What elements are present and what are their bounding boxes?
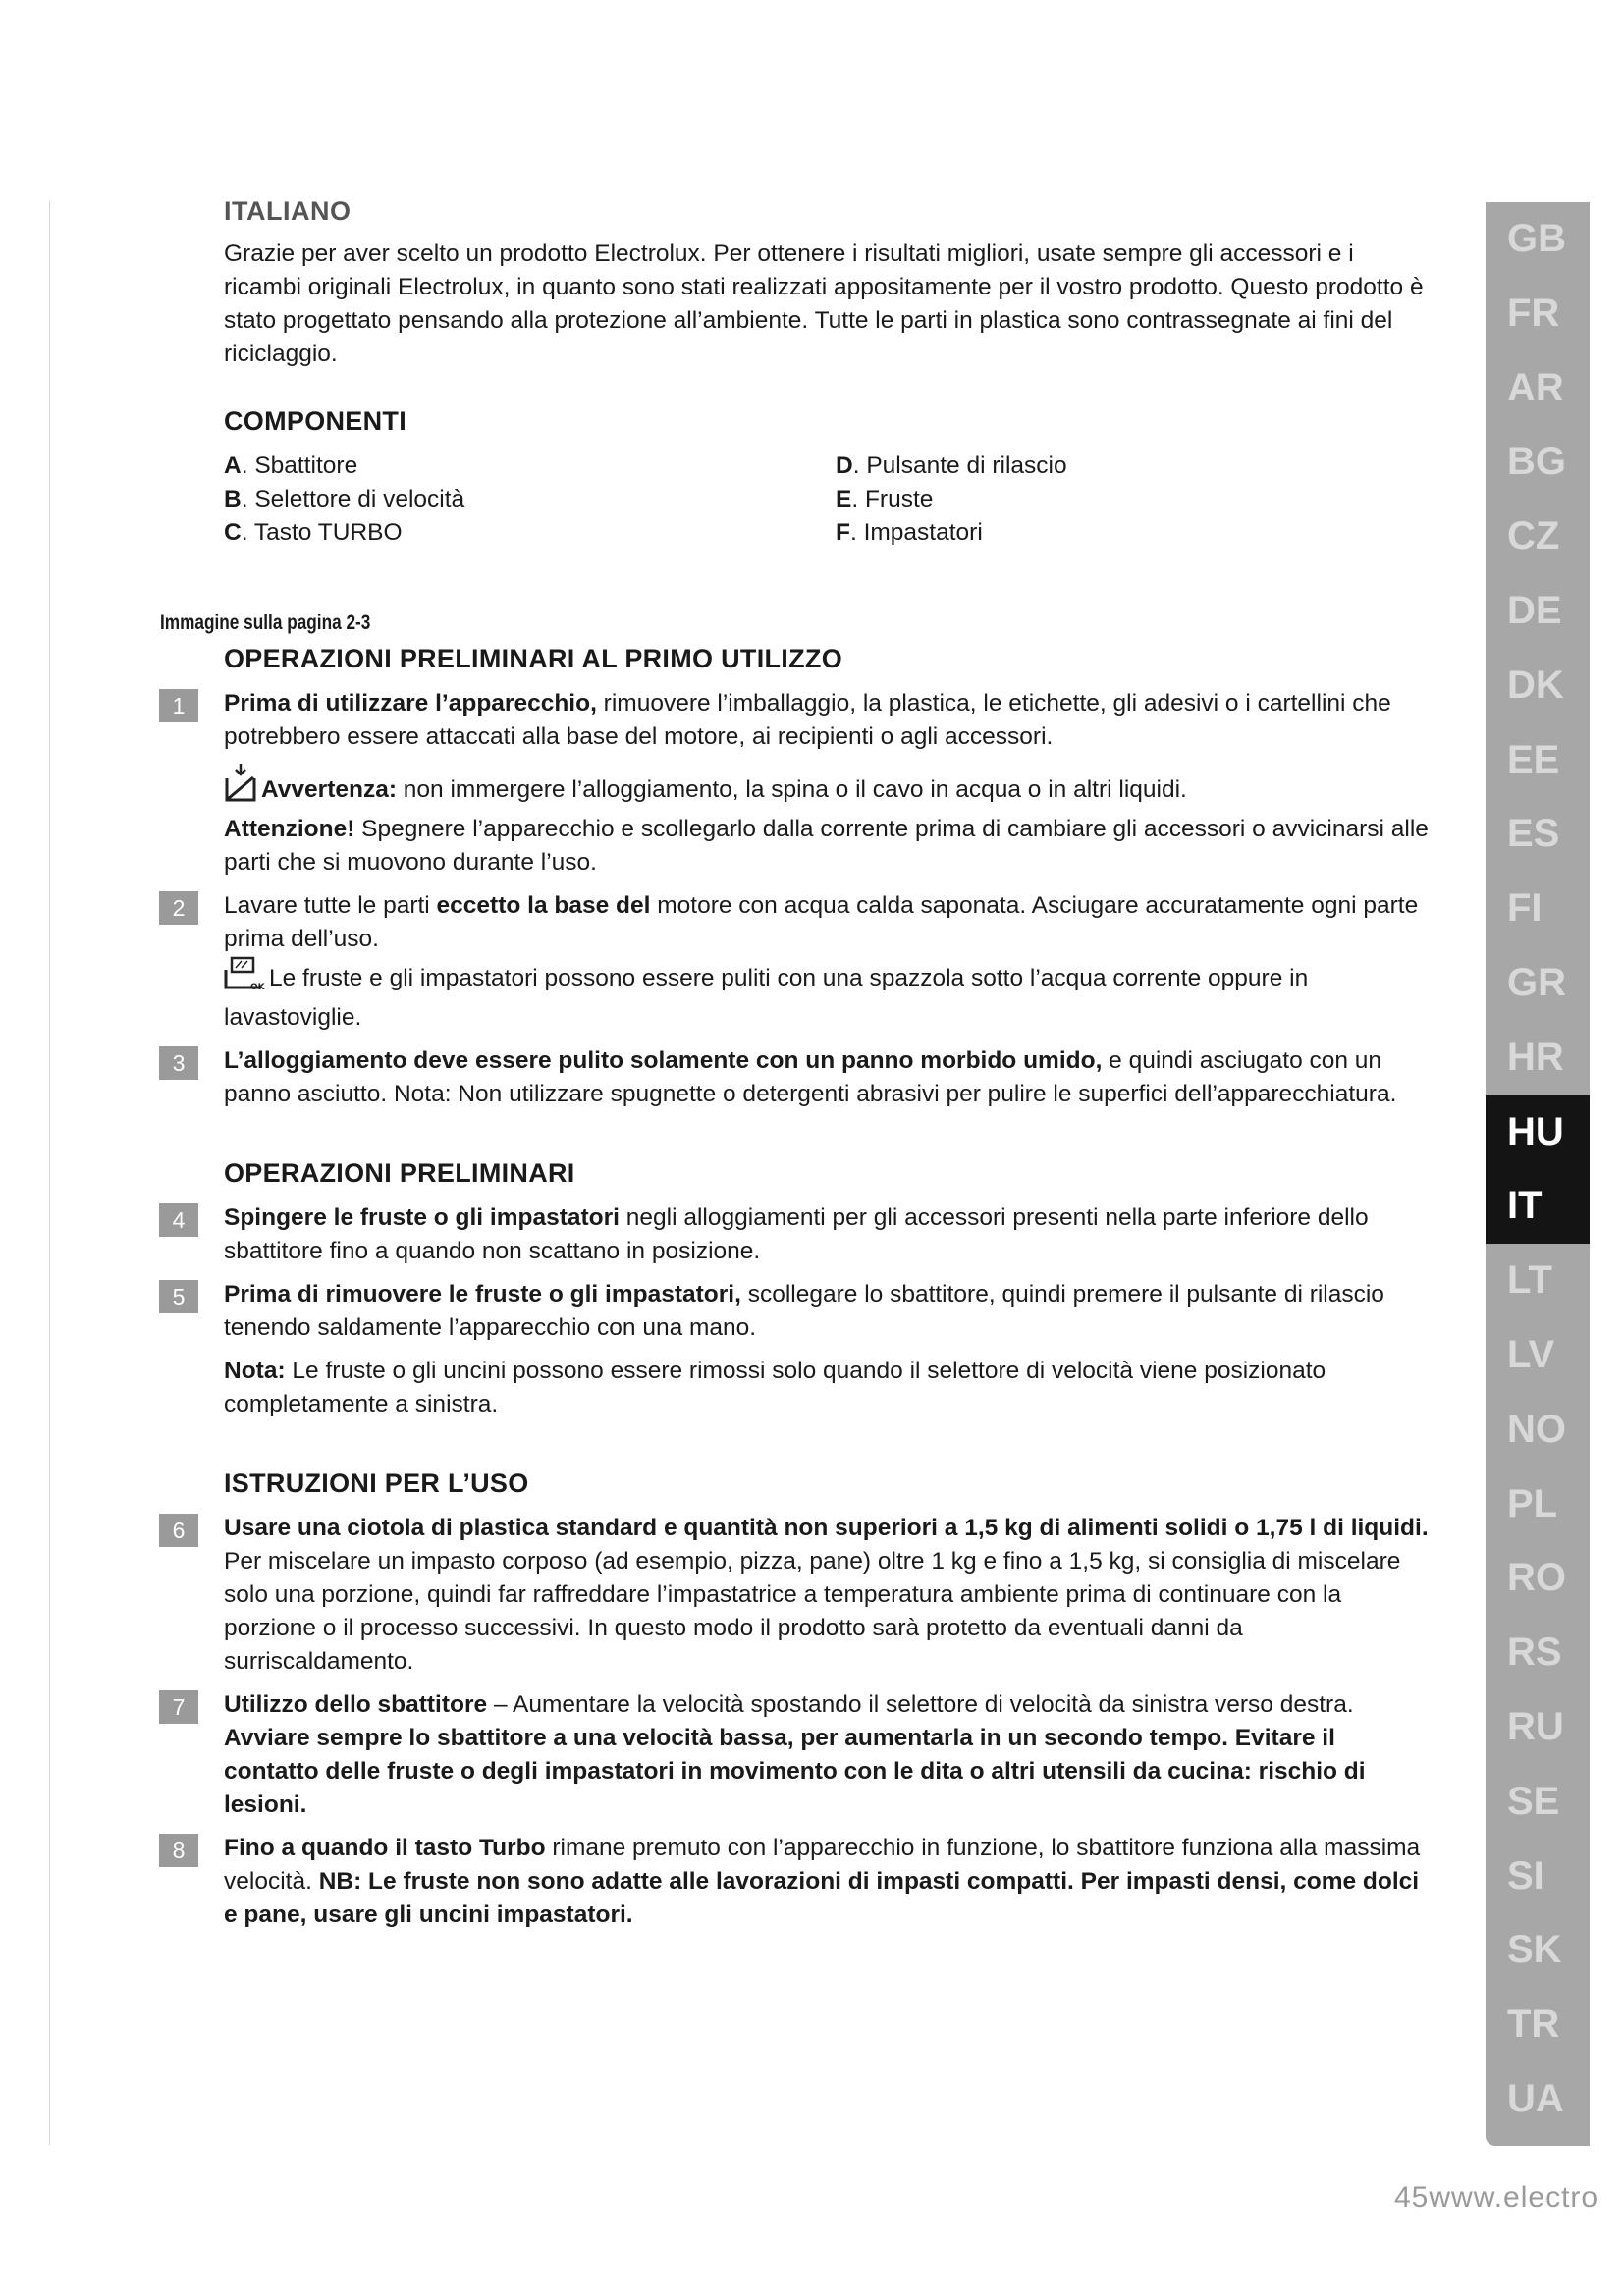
component-item: C. Tasto TURBO	[224, 519, 403, 546]
step-7: 7 Utilizzo dello sbattitore – Aumentare la velocità spostando il selettore di velocità da sinistra verso destra. Avviare sempre lo sbattitore a una velocità bassa, per aumentarla in un secondo tempo. Evitare il contatto delle fruste o degli impastatori in movimento con le dita o altri utensili da cucina: rischio di lesioni.	[224, 1688, 1432, 1822]
image-reference-note: Immagine sulla pagina 2-3	[160, 612, 371, 634]
step-number: 6	[159, 1514, 198, 1547]
section-heading-preliminary: OPERAZIONI PRELIMINARI	[224, 1158, 575, 1188]
dishwasher-icon	[224, 956, 265, 1001]
language-tab-tr[interactable]: TR	[1507, 2002, 1560, 2047]
step-8: 8 Fino a quando il tasto Turbo rimane premuto con l’apparecchio in funzione, lo sbattitore funziona alla massima velocità. NB: Le fruste non sono adatte alle lavorazioni di impasti compatti. Per impasti densi, come dolci e pane, usare gli uncini impastatori.	[224, 1832, 1432, 1932]
step-number: 1	[159, 689, 198, 722]
language-tab-es[interactable]: ES	[1507, 812, 1560, 856]
caution-note: Attenzione! Spegnere l’apparecchio e scollegarlo dalla corrente prima di cambiare gli accessori o avvicinarsi alle parti che si muovono durante l’uso.	[224, 816, 1429, 876]
language-tab-ar[interactable]: AR	[1507, 365, 1564, 409]
components-heading: COMPONENTI	[224, 406, 407, 436]
components-list	[224, 450, 1432, 550]
language-tab-lv[interactable]: LV	[1507, 1332, 1555, 1376]
language-tab-ua[interactable]: UA	[1507, 2076, 1564, 2120]
language-tab-lt[interactable]: LT	[1507, 1258, 1552, 1303]
step-number: 2	[159, 891, 198, 925]
language-tab-gr[interactable]: GR	[1507, 960, 1566, 1004]
language-tab-de[interactable]: DE	[1507, 588, 1562, 632]
language-tab-ro[interactable]: RO	[1507, 1556, 1566, 1600]
component-item: A. Sbattitore	[224, 453, 358, 479]
intro-paragraph: Grazie per aver scelto un prodotto Electrolux. Per ottenere i risultati migliori, usate sempre gli accessori e i ricambi originali Electrolux, in quanto sono stati realizzati appositamente per il vostro prodotto. Questo prodotto è stato progettato pensando alla protezione all’ambiente. Tutte le parti in plastica sono contrassegnate ai fini del riciclaggio.	[224, 240, 1424, 367]
language-tab-si[interactable]: SI	[1507, 1853, 1544, 1897]
language-tab-pl[interactable]: PL	[1507, 1481, 1558, 1525]
step-5: 5 Prima di rimuovere le fruste o gli impastatori, scollegare lo sbattitore, quindi premere il pulsante di rilascio tenendo saldamente l’apparecchio con una mano. Nota: Le fruste o gli uncini possono essere rimossi solo quando il selettore di velocità viene posizionato completamente a sinistra.	[224, 1278, 1432, 1421]
language-tab-strip	[1486, 202, 1590, 2146]
language-tab-hu[interactable]: HU	[1486, 1095, 1590, 1170]
step-number: 5	[159, 1280, 198, 1313]
language-tab-sk[interactable]: SK	[1507, 1928, 1562, 1972]
language-tab-cz[interactable]: CZ	[1507, 514, 1560, 559]
step-number: 4	[159, 1203, 198, 1237]
language-tab-no[interactable]: NO	[1507, 1407, 1566, 1451]
section-heading-instructions: ISTRUZIONI PER L’USO	[224, 1468, 529, 1498]
language-tab-gb[interactable]: GB	[1507, 217, 1566, 260]
warning-note: Avvertenza: non immergere l’alloggiamento, la spina o il cavo in acqua o in altri liquidi.	[224, 764, 1432, 813]
main-content	[172, 194, 1432, 1942]
step-6: 6 Usare una ciotola di plastica standard e quantità non superiori a 1,5 kg di alimenti solidi o 1,75 l di liquidi. Per miscelare un impasto corposo (ad esempio, pizza, pane) oltre 1 kg e fino a 1,5 kg, si consiglia di miscelare solo una porzione, quindi far raffreddare l’impastatrice a temperatura ambiente prima di continuare con la porzione o il processo successivi. In questo modo il prodotto sarà protetto da eventuali danni da surriscaldamento.	[224, 1512, 1432, 1679]
svg-text:OK: OK	[250, 983, 265, 991]
language-tab-it[interactable]: IT	[1486, 1169, 1590, 1244]
language-tab-rs[interactable]: RS	[1507, 1630, 1562, 1675]
step-number: 8	[159, 1834, 198, 1867]
language-tab-dk[interactable]: DK	[1507, 663, 1564, 707]
step-1: 1 Prima di utilizzare l’apparecchio, rimuovere l’imballaggio, la plastica, le etichette, gli adesivi o i cartellini che potrebbero essere attaccati alla base del motore, ai recipienti o agli accessori. Avvertenza: non immergere l’alloggiamento, la spina o il cavo in acqua o in altri liquidi. Attenzione! Spegnere l’apparecchio e scollegarlo dalla corrente prima di cambiare gli accessori o avvicinarsi alle parti che si muovono durante l’uso.	[224, 687, 1432, 880]
language-tab-fi[interactable]: FI	[1507, 886, 1543, 931]
page-footer: 45www.electro	[1394, 2181, 1599, 2214]
language-tab-ee[interactable]: EE	[1507, 737, 1560, 781]
language-tab-bg[interactable]: BG	[1507, 440, 1566, 484]
language-tab-se[interactable]: SE	[1507, 1779, 1560, 1823]
component-item: F. Impastatori	[836, 519, 983, 546]
dishwasher-note: OK Le fruste e gli impastatori possono essere puliti con una spazzola sotto l’acqua corrente oppure in lavastoviglie.	[224, 956, 1432, 1035]
language-tab-hr[interactable]: HR	[1507, 1035, 1564, 1079]
language-tab-fr[interactable]: FR	[1507, 291, 1560, 335]
language-heading: ITALIANO	[224, 196, 352, 226]
component-item: D. Pulsante di rilascio	[836, 453, 1067, 479]
section-heading-first-use: OPERAZIONI PRELIMINARI AL PRIMO UTILIZZO	[224, 644, 842, 673]
step-number: 7	[159, 1690, 198, 1724]
component-item: E. Fruste	[836, 486, 934, 512]
no-immerse-icon	[224, 764, 257, 813]
step-2: 2 Lavare tutte le parti eccetto la base del motore con acqua calda saponata. Asciugare accuratamente ogni parte prima dell’uso. OK Le fruste e gli impastatori possono essere puliti con una spazzola sotto l’acqua corrente oppure in lavastoviglie.	[224, 889, 1432, 1035]
language-tab-ru[interactable]: RU	[1507, 1704, 1564, 1748]
step-3: 3 L’alloggiamento deve essere pulito solamente con un panno morbido umido, e quindi asciugato con un panno asciutto. Nota: Non utilizzare spugnette o detergenti abrasivi per pulire le superfici dell’apparecchiatura.	[224, 1044, 1432, 1111]
step-5-note: Nota: Le fruste o gli uncini possono essere rimossi solo quando il selettore di velocità viene posizionato completamente a sinistra.	[224, 1358, 1326, 1417]
step-4: 4 Spingere le fruste o gli impastatori negli alloggiamenti per gli accessori presenti nella parte inferiore dello sbattitore fino a quando non scattano in posizione.	[224, 1201, 1432, 1268]
component-item: B. Selettore di velocità	[224, 486, 465, 512]
margin-rule	[49, 201, 50, 2145]
step-number: 3	[159, 1046, 198, 1080]
